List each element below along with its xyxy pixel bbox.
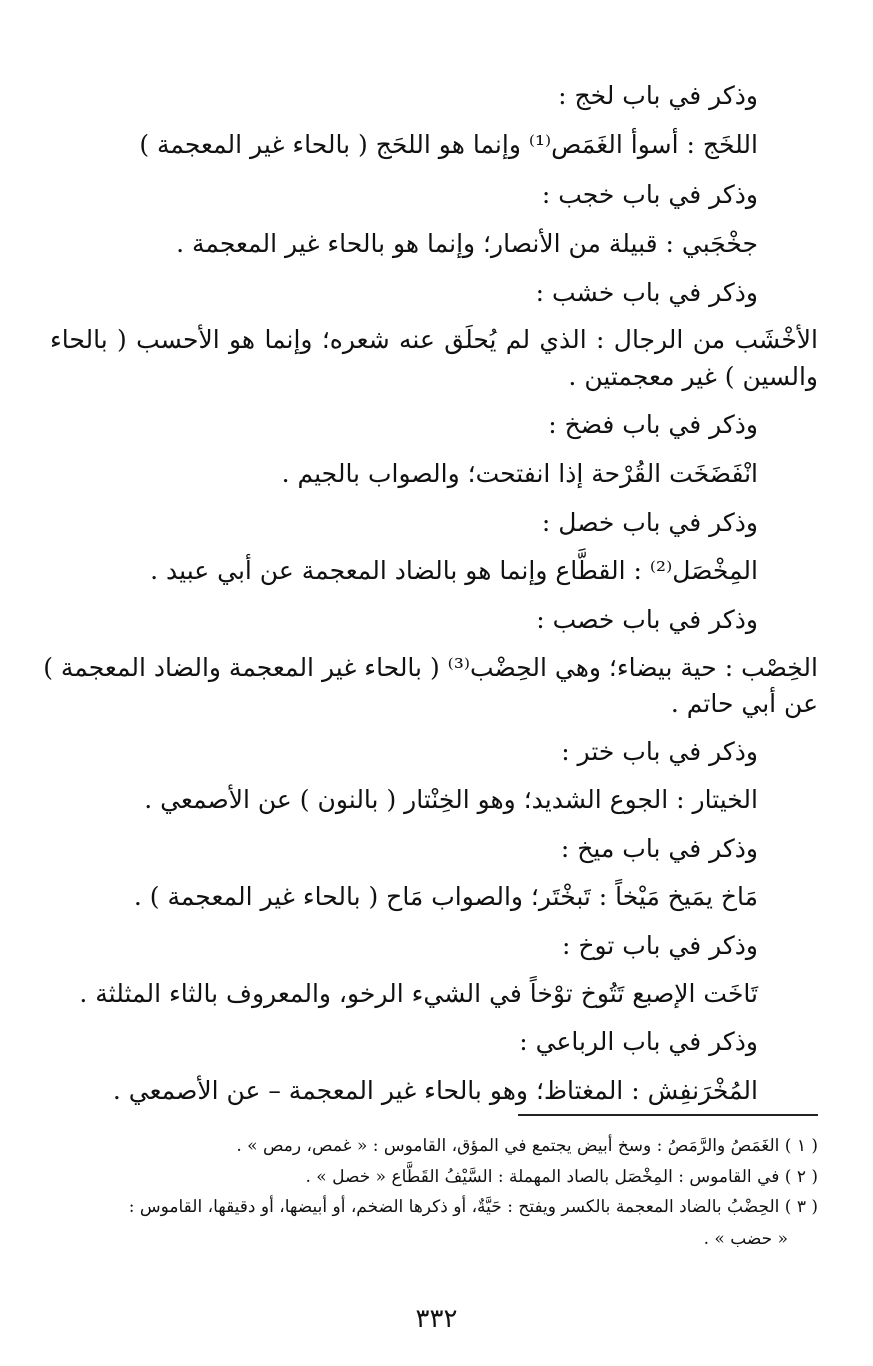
footnote-1: ( ١ ) الغَمَصُ والرَّمَصُ : وسخ أبيض يجتمع في المؤق، القاموس : « غمص، رمص » .	[236, 1136, 818, 1156]
entry-jakhjabi: جخْجَبي : قبيلة من الأنصار؛ وإنما هو بالحاء غير المعجمة .	[176, 229, 758, 258]
footnote-2: ( ٢ ) في القاموس : المِخْصَل بالصاد المهملة : السَّيْفُ القَطَّاع « خصل » .	[305, 1167, 818, 1187]
entry-makh: مَاخ يمَيخ مَيْخاً : تَبخْتَر؛ والصواب مَاح ( بالحاء غير المعجمة ) .	[133, 882, 758, 911]
section-heading-mykh: وذكر في باب ميخ :	[560, 834, 758, 863]
section-heading-rubai: وذكر في باب الرباعي :	[519, 1027, 758, 1056]
entry-khisb-continued: عن أبي حاتم .	[670, 689, 818, 718]
section-heading-khsb: وذكر في باب خصب :	[536, 605, 758, 634]
entry-mikhsal: المِخْصَل⁽²⁾ : القطَّاع وإنما هو بالضاد المعجمة عن أبي عبيد .	[150, 556, 758, 585]
section-heading-twkh: وذكر في باب توخ :	[561, 931, 758, 960]
entry-khaytar: الخيتار : الجوع الشديد؛ وهو الخِنْتار ( بالنون ) عن الأصمعي .	[144, 785, 758, 814]
section-heading-fdkh: وذكر في باب فضخ :	[548, 410, 758, 439]
entry-takhat: تَاخَت الإصبع تَتُوخ توْخاً في الشيء الرخو، والمعروف بالثاء المثلثة .	[79, 979, 758, 1008]
footnote-3: ( ٣ ) الحِضْبُ بالضاد المعجمة بالكسر ويفتح : حَيَّةٌ، أو ذكرها الضخم، أو أبيضها، أو دقيقها، القاموس :	[128, 1197, 818, 1217]
section-heading-lkhj: وذكر في باب لخج :	[558, 81, 758, 110]
footnote-3-continued: « حضب » .	[703, 1229, 788, 1249]
entry-akhshab-continued: والسين ) غير معجمتين .	[568, 362, 818, 391]
page-number: ٣٣٢	[415, 1304, 458, 1334]
section-heading-khjb: وذكر في باب خجب :	[541, 180, 758, 209]
section-heading-khsl: وذكر في باب خصل :	[541, 508, 758, 537]
entry-khisb: الخِصْب : حية بيضاء؛ وهي الحِضْب⁽³⁾ ( بالحاء غير المعجمة والضاد المعجمة )	[43, 653, 818, 682]
section-heading-khshb: وذكر في باب خشب :	[535, 278, 758, 307]
footnote-divider	[518, 1114, 818, 1116]
entry-mukhranfish: المُخْرَنفِش : المغتاظ؛ وهو بالحاء غير المعجمة – عن الأصمعي .	[112, 1076, 758, 1105]
entry-akhshab: الأخْشَب من الرجال : الذي لم يُحلَق عنه شعره؛ وإنما هو الأحسب ( بالحاء	[50, 325, 818, 354]
entry-infadakhat: انْفَضَخَت القُرْحة إذا انفتحت؛ والصواب بالجيم .	[281, 459, 758, 488]
section-heading-khtr: وذكر في باب ختر :	[561, 737, 758, 766]
entry-lakhaj: اللخَج : أسوأ الغَمَص⁽¹⁾ وإنما هو اللحَج ( بالحاء غير المعجمة )	[139, 130, 758, 159]
